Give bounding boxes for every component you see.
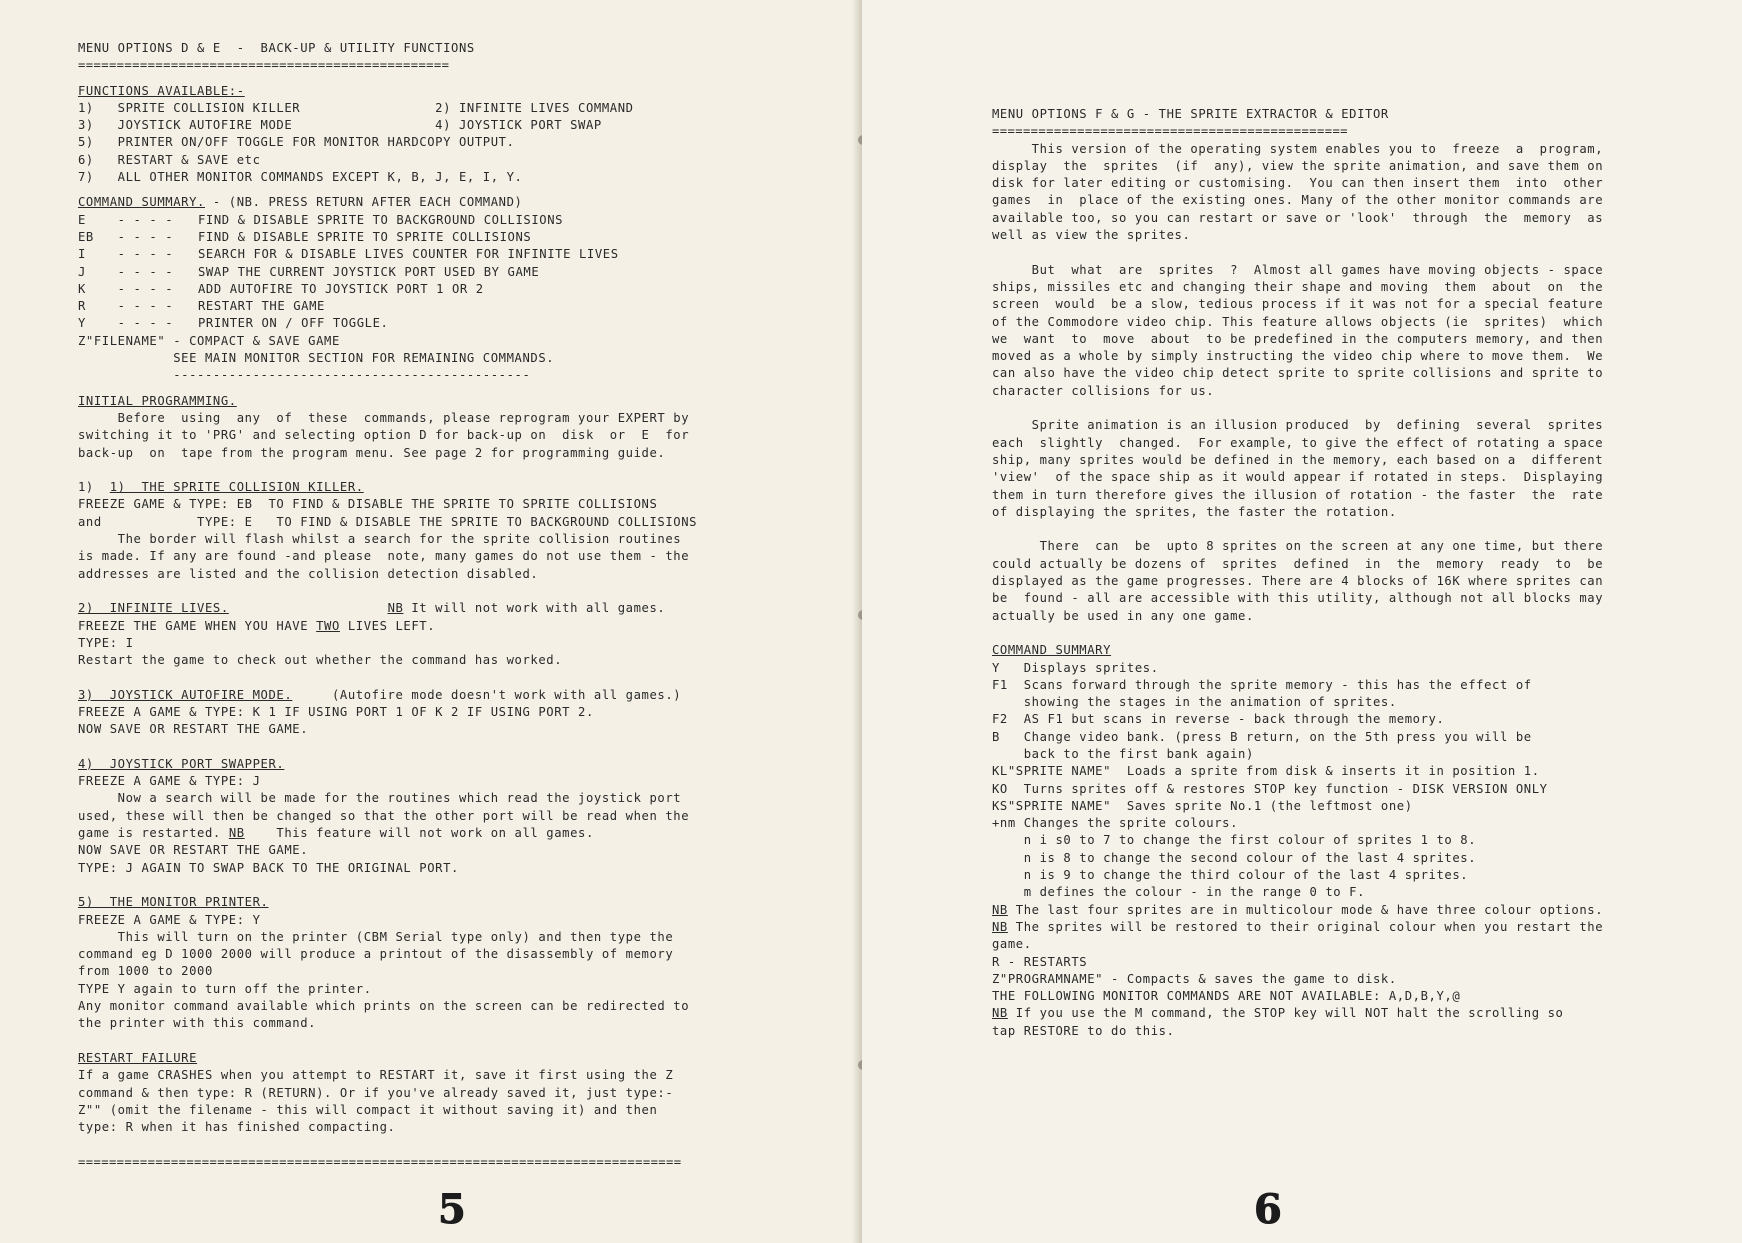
paragraph-line: ships, missiles etc and changing their shape and moving them about on the [992, 279, 1604, 294]
paragraph-line: actually be used in any one game. [992, 608, 1254, 623]
not-available-line: THE FOLLOWING MONITOR COMMANDS ARE NOT AVAILABLE: A,D,B,Y,@ [992, 989, 1461, 1004]
section-1-heading-line [78, 479, 760, 496]
paragraph-line: FREEZE GAME & TYPE: EB TO FIND & DISABLE THE SPRITE TO SPRITE COLLISIONS [78, 497, 658, 512]
paragraph-line: Now a search will be made for the routines which read the joystick port [78, 791, 682, 806]
page-number: 6 [1254, 1186, 1282, 1233]
restarts-line: R - RESTARTS [992, 954, 1088, 969]
nb-line [992, 1005, 1680, 1022]
paragraph-line: FREEZE A GAME & TYPE: Y [78, 912, 261, 927]
summary-line: F2 AS F1 but scans in reverse - back through the memory. [992, 712, 1445, 727]
summary-line: +nm Changes the sprite colours. [992, 816, 1239, 831]
nb-tag: NB [992, 1006, 1008, 1021]
paragraph-line: character collisions for us. [992, 383, 1215, 398]
nb-tag: NB [228, 826, 245, 841]
command-key: K - - - - [78, 281, 174, 296]
paragraph-line: Restart the game to check out whether the command has worked. [78, 653, 563, 668]
paragraph-line: is made. If any are found -and please note, many games do not use them - the [78, 549, 690, 564]
paragraph-line: type: R when it has finished compacting. [78, 1120, 396, 1135]
paragraph-line: them in turn therefore gives the illusion of rotation - the faster the rate [992, 487, 1604, 502]
paragraph-line: displayed as the game progresses. There are 4 blocks of 16K where sprites can [992, 574, 1604, 589]
function-item: 3) JOYSTICK AUTOFIRE MODE 4) JOYSTICK PORT SWAP [78, 118, 602, 133]
command-row [78, 298, 760, 315]
paragraph-line: FREEZE A GAME & TYPE: K 1 IF USING PORT 1 OF K 2 IF USING PORT 2. [78, 704, 594, 719]
page-title: MENU OPTIONS D & E - BACK-UP & UTILITY FUNCTIONS [78, 41, 475, 55]
section-1-heading: 1) THE SPRITE COLLISION KILLER. [109, 480, 364, 495]
page-title: MENU OPTIONS F & G - THE SPRITE EXTRACTOR & EDITOR [992, 107, 1389, 121]
paragraph-line: we want to move about to be predefined in the computers memory, and then [992, 331, 1604, 346]
paragraph-line: FREEZE A GAME & TYPE: J [78, 774, 261, 789]
paragraph-line: available too, so you can restart or save or 'look' through the memory as [992, 210, 1604, 225]
functions-heading: FUNCTIONS AVAILABLE:- [78, 83, 245, 98]
paragraph-line: of displaying the sprites, the faster the rotation. [992, 504, 1397, 519]
paragraph-line: screen would be a slow, tedious process if it was not for a special feature [992, 297, 1604, 312]
page-number: 5 [438, 1186, 466, 1233]
summary-line: B Change video bank. (press B return, on the 5th press you will be [992, 729, 1532, 744]
paragraph-line: could actually be dozens of sprites defined in the memory ready to be [992, 556, 1604, 571]
paragraph-line: There can be upto 8 sprites on the screen at any one time, but there [992, 539, 1604, 554]
summary-line: KO Turns sprites off & restores STOP key function - DISK VERSION ONLY [992, 781, 1548, 796]
paragraph-line: NOW SAVE OR RESTART THE GAME. [78, 843, 309, 858]
paragraph-line: from 1000 to 2000 [78, 964, 213, 979]
paragraph-line: command eg D 1000 2000 will produce a printout of the disassembly of memory [78, 947, 674, 962]
summary-line: KS"SPRITE NAME" Saves sprite No.1 (the leftmost one) [992, 798, 1413, 813]
nb-continuation: game. [992, 937, 1032, 952]
function-item: 5) PRINTER ON/OFF TOGGLE FOR MONITOR HARDCOPY OUTPUT. [78, 135, 515, 150]
section-3-heading-line [78, 687, 760, 704]
paragraph-line: This version of the operating system enables you to freeze a program, [992, 141, 1604, 156]
command-summary-heading-line [78, 194, 760, 211]
paragraph-line: switching it to 'PRG' and selecting option D for back-up on disk or E for [78, 428, 690, 443]
summary-line: n is 8 to change the second colour of the last 4 sprites. [992, 850, 1477, 865]
paragraph-line: 'view' of the space ship as it would appear if rotated in steps. Displaying [992, 470, 1604, 485]
command-desc: PRINTER ON / OFF TOGGLE. [198, 316, 389, 331]
paragraph-line: display the sprites (if any), view the sprite animation, and save them on [992, 158, 1604, 173]
paragraph-line: Before using any of these commands, please reprogram your EXPERT by [78, 410, 690, 425]
text-run: FREEZE THE GAME WHEN YOU HAVE [78, 618, 317, 633]
command-key: E - - - - [78, 212, 174, 227]
command-key: EB - - - - [78, 229, 174, 244]
command-row [78, 264, 760, 281]
command-row [78, 281, 760, 298]
summary-line: F1 Scans forward through the sprite memory - this has the effect of [992, 677, 1532, 692]
paragraph-line: games in place of the existing ones. Many of the other monitor commands are [992, 193, 1604, 208]
function-item: 7) ALL OTHER MONITOR COMMANDS EXCEPT K, B, J, E, I, Y. [78, 170, 523, 185]
summary-line: showing the stages in the animation of sprites. [992, 695, 1397, 710]
command-key: I - - - - [78, 247, 174, 262]
paragraph-line: can also have the video chip detect sprite to sprite collisions and sprite to [992, 366, 1604, 381]
paragraph-line: ship, many sprites would be defined in the memory, each based on a different [992, 452, 1604, 467]
section-5-heading: 5) THE MONITOR PRINTER. [78, 895, 269, 910]
text-run: This feature will not work on all games. [244, 826, 594, 841]
left-page [0, 0, 862, 1243]
command-desc: FIND & DISABLE SPRITE TO SPRITE COLLISIONS [198, 229, 532, 244]
section-number: 1) [78, 480, 110, 495]
command-desc: FIND & DISABLE SPRITE TO BACKGROUND COLLISIONS [198, 212, 564, 227]
paragraph-line: TYPE: I [78, 635, 134, 650]
command-desc: RESTART THE GAME [198, 299, 325, 314]
command-desc: SWAP THE CURRENT JOYSTICK PORT USED BY GAME [198, 264, 540, 279]
section-3-note: (Autofire mode doesn't work with all games.) [292, 687, 682, 702]
paragraph-line [78, 618, 760, 635]
nb-tag: NB [992, 919, 1008, 934]
bottom-rule: ============================================================================== [78, 1154, 682, 1169]
restart-failure-heading: RESTART FAILURE [78, 1050, 198, 1065]
title-rule: ============================================== [992, 124, 1348, 139]
paragraph-line: be found - all are accessible with this utility, although not all blocks may [992, 591, 1604, 606]
summary-line: KL"SPRITE NAME" Loads a sprite from disk & inserts it in position 1. [992, 764, 1540, 779]
summary-line: back to the first bank again) [992, 746, 1254, 761]
paragraph-line: of the Commodore video chip. This feature allows objects (ie sprites) which [992, 314, 1604, 329]
command-desc: ADD AUTOFIRE TO JOYSTICK PORT 1 OR 2 [198, 281, 484, 296]
right-page-content [992, 106, 1680, 1040]
paragraph-line: well as view the sprites. [992, 228, 1191, 243]
see-main-rule: --------------------------------------------- [78, 368, 531, 383]
nb-text: The last four sprites are in multicolour mode & have three colour options. [1007, 902, 1604, 917]
command-row [78, 246, 760, 263]
summary-line: n i s0 to 7 to change the first colour of sprites 1 to 8. [992, 833, 1477, 848]
nb-text: It will not work with all games. [403, 601, 666, 616]
text-run: game is restarted. [78, 826, 229, 841]
see-main-note: SEE MAIN MONITOR SECTION FOR REMAINING COMMANDS. [78, 351, 555, 366]
paragraph-line: the printer with this command. [78, 1016, 317, 1031]
command-key: R - - - - [78, 299, 174, 314]
nb-text: If you use the M command, the STOP key will NOT halt the scrolling so [1007, 1006, 1564, 1021]
command-key: J - - - - [78, 264, 174, 279]
paragraph-line: NOW SAVE OR RESTART THE GAME. [78, 722, 309, 737]
paragraph-line: addresses are listed and the collision detection disabled. [78, 566, 539, 581]
command-summary-note: - (NB. PRESS RETURN AFTER EACH COMMAND) [205, 195, 523, 210]
left-page-content [78, 40, 760, 1171]
filename-command: Z"FILENAME" - COMPACT & SAVE GAME [78, 333, 340, 348]
z-command-line: Z"PROGRAMNAME" - Compacts & saves the game to disk. [992, 971, 1397, 986]
section-3-heading: 3) JOYSTICK AUTOFIRE MODE. [78, 687, 293, 702]
summary-line: n is 9 to change the third colour of the last 4 sprites. [992, 868, 1469, 883]
command-row [78, 229, 760, 246]
emphasis-text: TWO [316, 618, 340, 633]
paragraph-line: moved as a whole by simply instructing the video chip where to move them. We [992, 349, 1604, 364]
paragraph-line: command & then type: R (RETURN). Or if you've already saved it, just type:- [78, 1085, 674, 1100]
right-page [862, 0, 1742, 1243]
function-item: 6) RESTART & SAVE etc [78, 152, 261, 167]
paragraph-line: back-up on tape from the program menu. See page 2 for programming guide. [78, 445, 666, 460]
paragraph-line: and TYPE: E TO FIND & DISABLE THE SPRITE TO BACKGROUND COLLISIONS [78, 514, 698, 529]
paragraph-line: This will turn on the printer (CBM Serial type only) and then type the [78, 929, 674, 944]
paragraph-line: But what are sprites ? Almost all games have moving objects - space [992, 262, 1604, 277]
command-key: Y - - - - [78, 316, 174, 331]
summary-line: Y Displays sprites. [992, 660, 1159, 675]
paragraph-line: used, these will then be changed so that the other port will be read when the [78, 808, 690, 823]
title-rule: ================================================ [78, 58, 450, 73]
paragraph-line: TYPE: J AGAIN TO SWAP BACK TO THE ORIGINAL PORT. [78, 860, 459, 875]
initial-programming-heading: INITIAL PROGRAMMING. [78, 393, 237, 408]
section-2-heading-line [78, 600, 760, 617]
nb-continuation: tap RESTORE to do this. [992, 1023, 1175, 1038]
nb-tag: NB [992, 902, 1008, 917]
paragraph-line: If a game CRASHES when you attempt to RESTART it, save it first using the Z [78, 1068, 674, 1083]
paragraph-line: disk for later editing or customising. You can then insert them into other [992, 176, 1604, 191]
function-item: 1) SPRITE COLLISION KILLER 2) INFINITE LIVES COMMAND [78, 100, 634, 115]
text-run: LIVES LEFT. [339, 618, 436, 633]
nb-line [992, 902, 1680, 919]
section-4-heading: 4) JOYSTICK PORT SWAPPER. [78, 756, 285, 771]
paragraph-line [78, 825, 760, 842]
command-row [78, 212, 760, 229]
command-summary-heading: COMMAND SUMMARY [992, 643, 1112, 658]
nb-tag: NB [387, 601, 404, 616]
nb-line [992, 919, 1680, 936]
section-2-heading: 2) INFINITE LIVES. [78, 601, 229, 616]
paragraph-line: Z"" (omit the filename - this will compact it without saving it) and then [78, 1102, 658, 1117]
nb-text: The sprites will be restored to their original colour when you restart the [1007, 919, 1604, 934]
command-desc: SEARCH FOR & DISABLE LIVES COUNTER FOR INFINITE LIVES [198, 247, 619, 262]
paragraph-line: each slightly changed. For example, to give the effect of rotating a space [992, 435, 1604, 450]
command-row [78, 315, 760, 332]
paragraph-line: Any monitor command available which prints on the screen can be redirected to [78, 999, 690, 1014]
summary-line: m defines the colour - in the range 0 to F. [992, 885, 1366, 900]
command-summary-heading: COMMAND SUMMARY. [78, 195, 205, 210]
paragraph-line: Sprite animation is an illusion produced by defining several sprites [992, 418, 1604, 433]
paragraph-line: TYPE Y again to turn off the printer. [78, 981, 372, 996]
paragraph-line: The border will flash whilst a search for the sprite collision routines [78, 532, 682, 547]
